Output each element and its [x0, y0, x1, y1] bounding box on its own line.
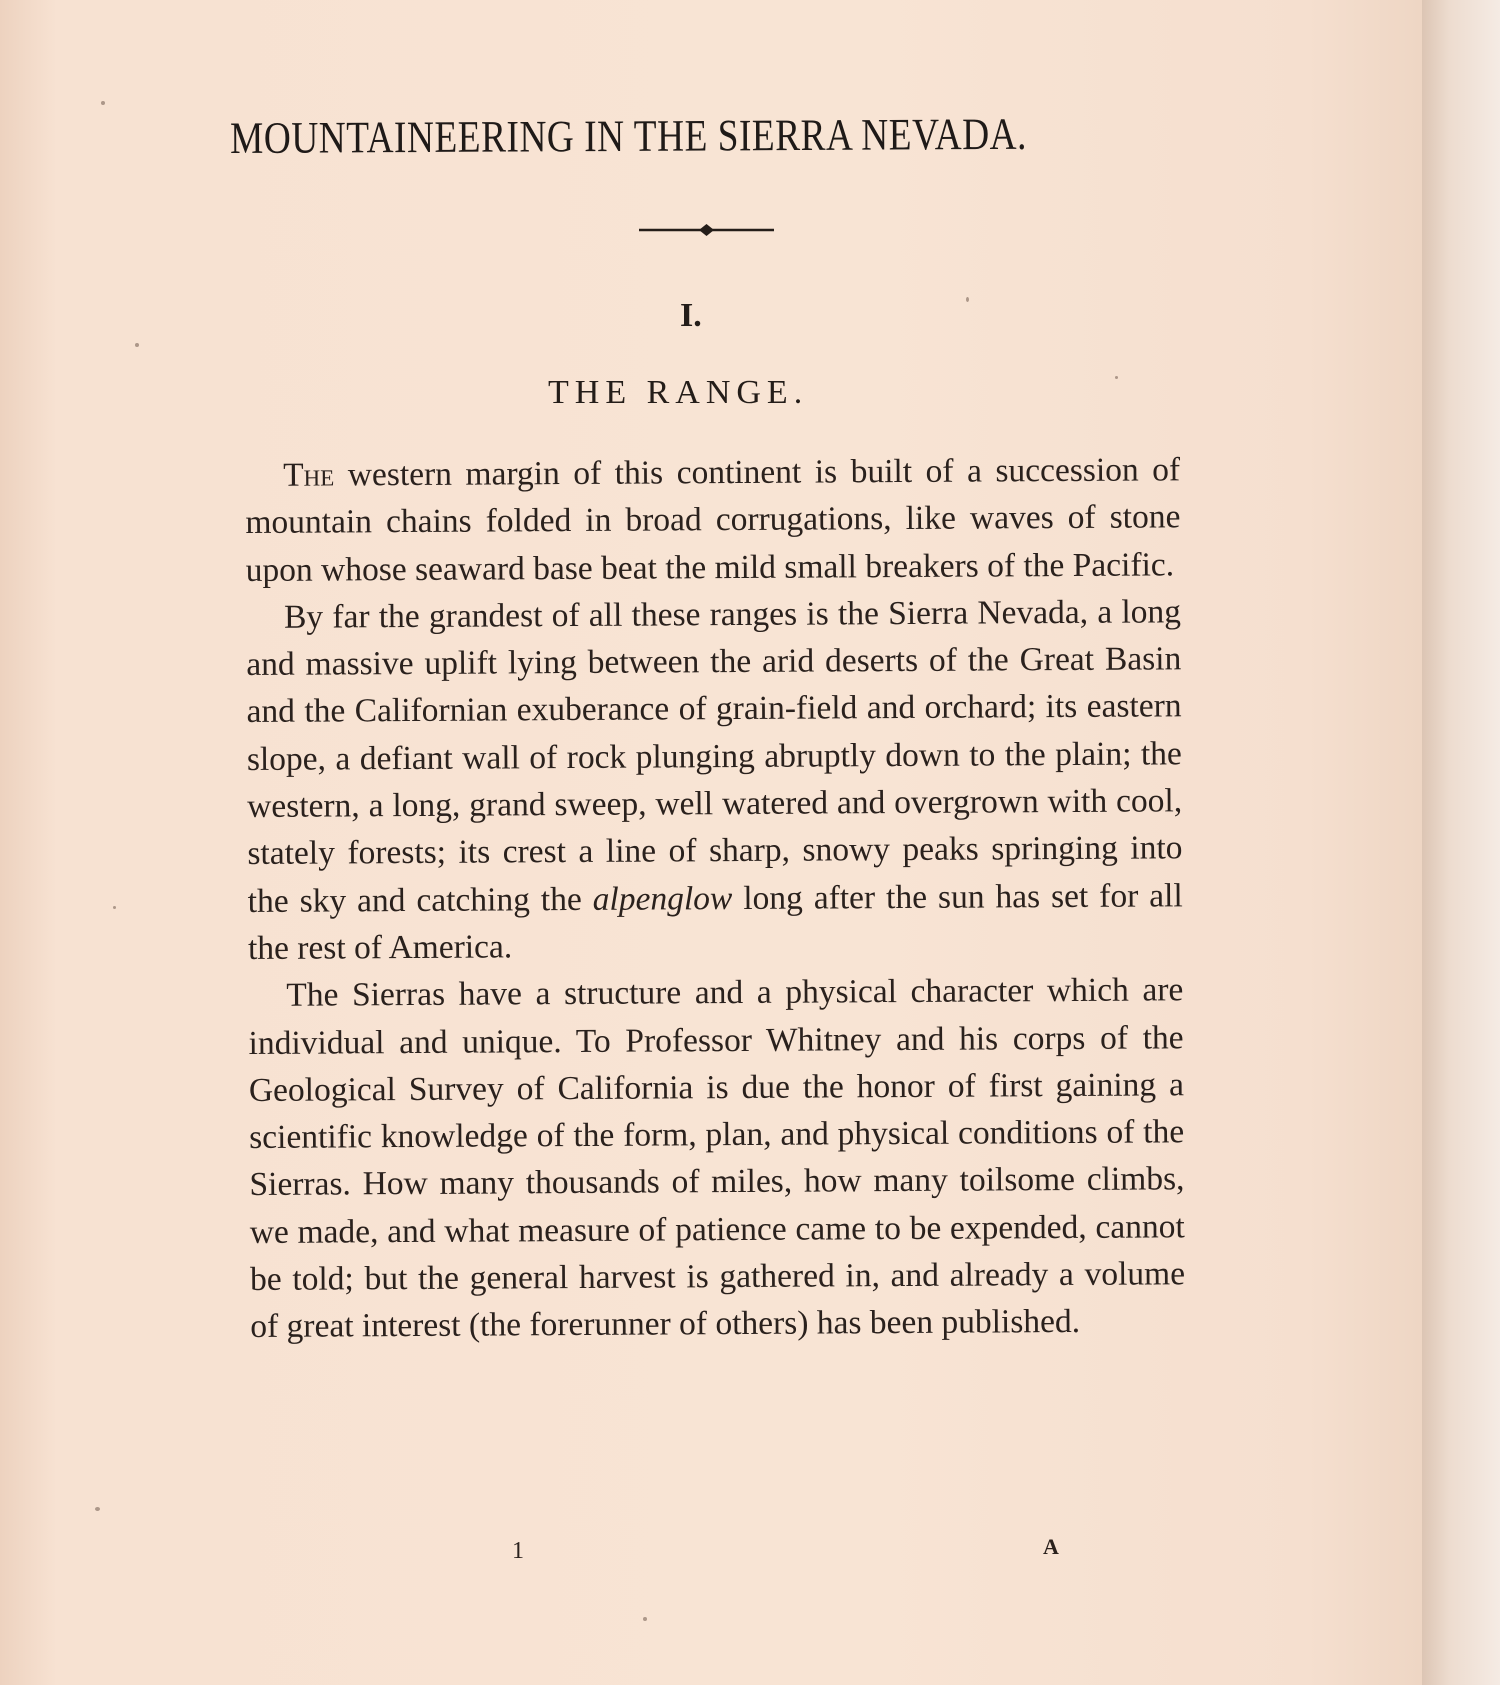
- paper-speck: [1115, 376, 1118, 379]
- paragraph-1: [245, 446, 1181, 594]
- rule-diamond-icon: [639, 220, 774, 240]
- page-number: 1: [512, 1538, 524, 1564]
- chapter-title: THE RANGE.: [548, 374, 809, 411]
- paper-speck: [113, 906, 116, 909]
- paper-speck: [101, 101, 105, 105]
- paragraph-2: [246, 588, 1183, 972]
- paragraph-2-emphasis: alpenglow: [592, 879, 733, 918]
- chapter-number: I.: [680, 297, 702, 334]
- paper-speck: [95, 1507, 100, 1511]
- book-page-edge: [1422, 0, 1500, 1685]
- paragraph-3-text: The Sierras have a structure and a physical character which are individual and unique. To Professor Whitney and his corps of the Geological Survey of California is due the honor of first gaining a scientific knowledge of the form, plan, and physical conditions of the Sierras. How many thousands of miles, how many toilsome climbs, we made, and what measure of patience came to be expended, cannot be told; but the general harvest is gathered in, and already a volume of great interest (the forerunner of others) has been published.: [248, 971, 1186, 1346]
- book-title: MOUNTAINEERING IN THE SIERRA NEVADA.: [230, 108, 1028, 163]
- paper-speck: [966, 297, 969, 302]
- paragraph-1-text: western margin of this continent is built of a succession of mountain chains folded in broad corrugations, like waves of stone upon whose seaward base beat the mild small breakers of the Pacific.: [245, 451, 1181, 589]
- signature-mark: A: [1043, 1534, 1059, 1559]
- paragraph-2-text-after: long after the sun has set for all the rest of America.: [247, 876, 1183, 967]
- paragraph-1-lead: The: [283, 456, 335, 494]
- paper-speck: [135, 343, 139, 347]
- chapter-body: [245, 446, 1185, 1350]
- paragraph-3: [248, 967, 1185, 1351]
- paragraph-2-text-before: By far the grandest of all these ranges is the Sierra Nevada, a long and massive uplift lying between the arid deserts of the Great Basin and the Californian exuberance of grain-field and orchard; its eastern slope, a defiant wall of rock plunging abruptly down to the plain; the western, a long, grand sweep, well watered and overgrown with cool, stately forests; its crest a line of sharp, snowy peaks springing into the sky and catching the: [246, 593, 1183, 920]
- paper-speck: [643, 1617, 647, 1621]
